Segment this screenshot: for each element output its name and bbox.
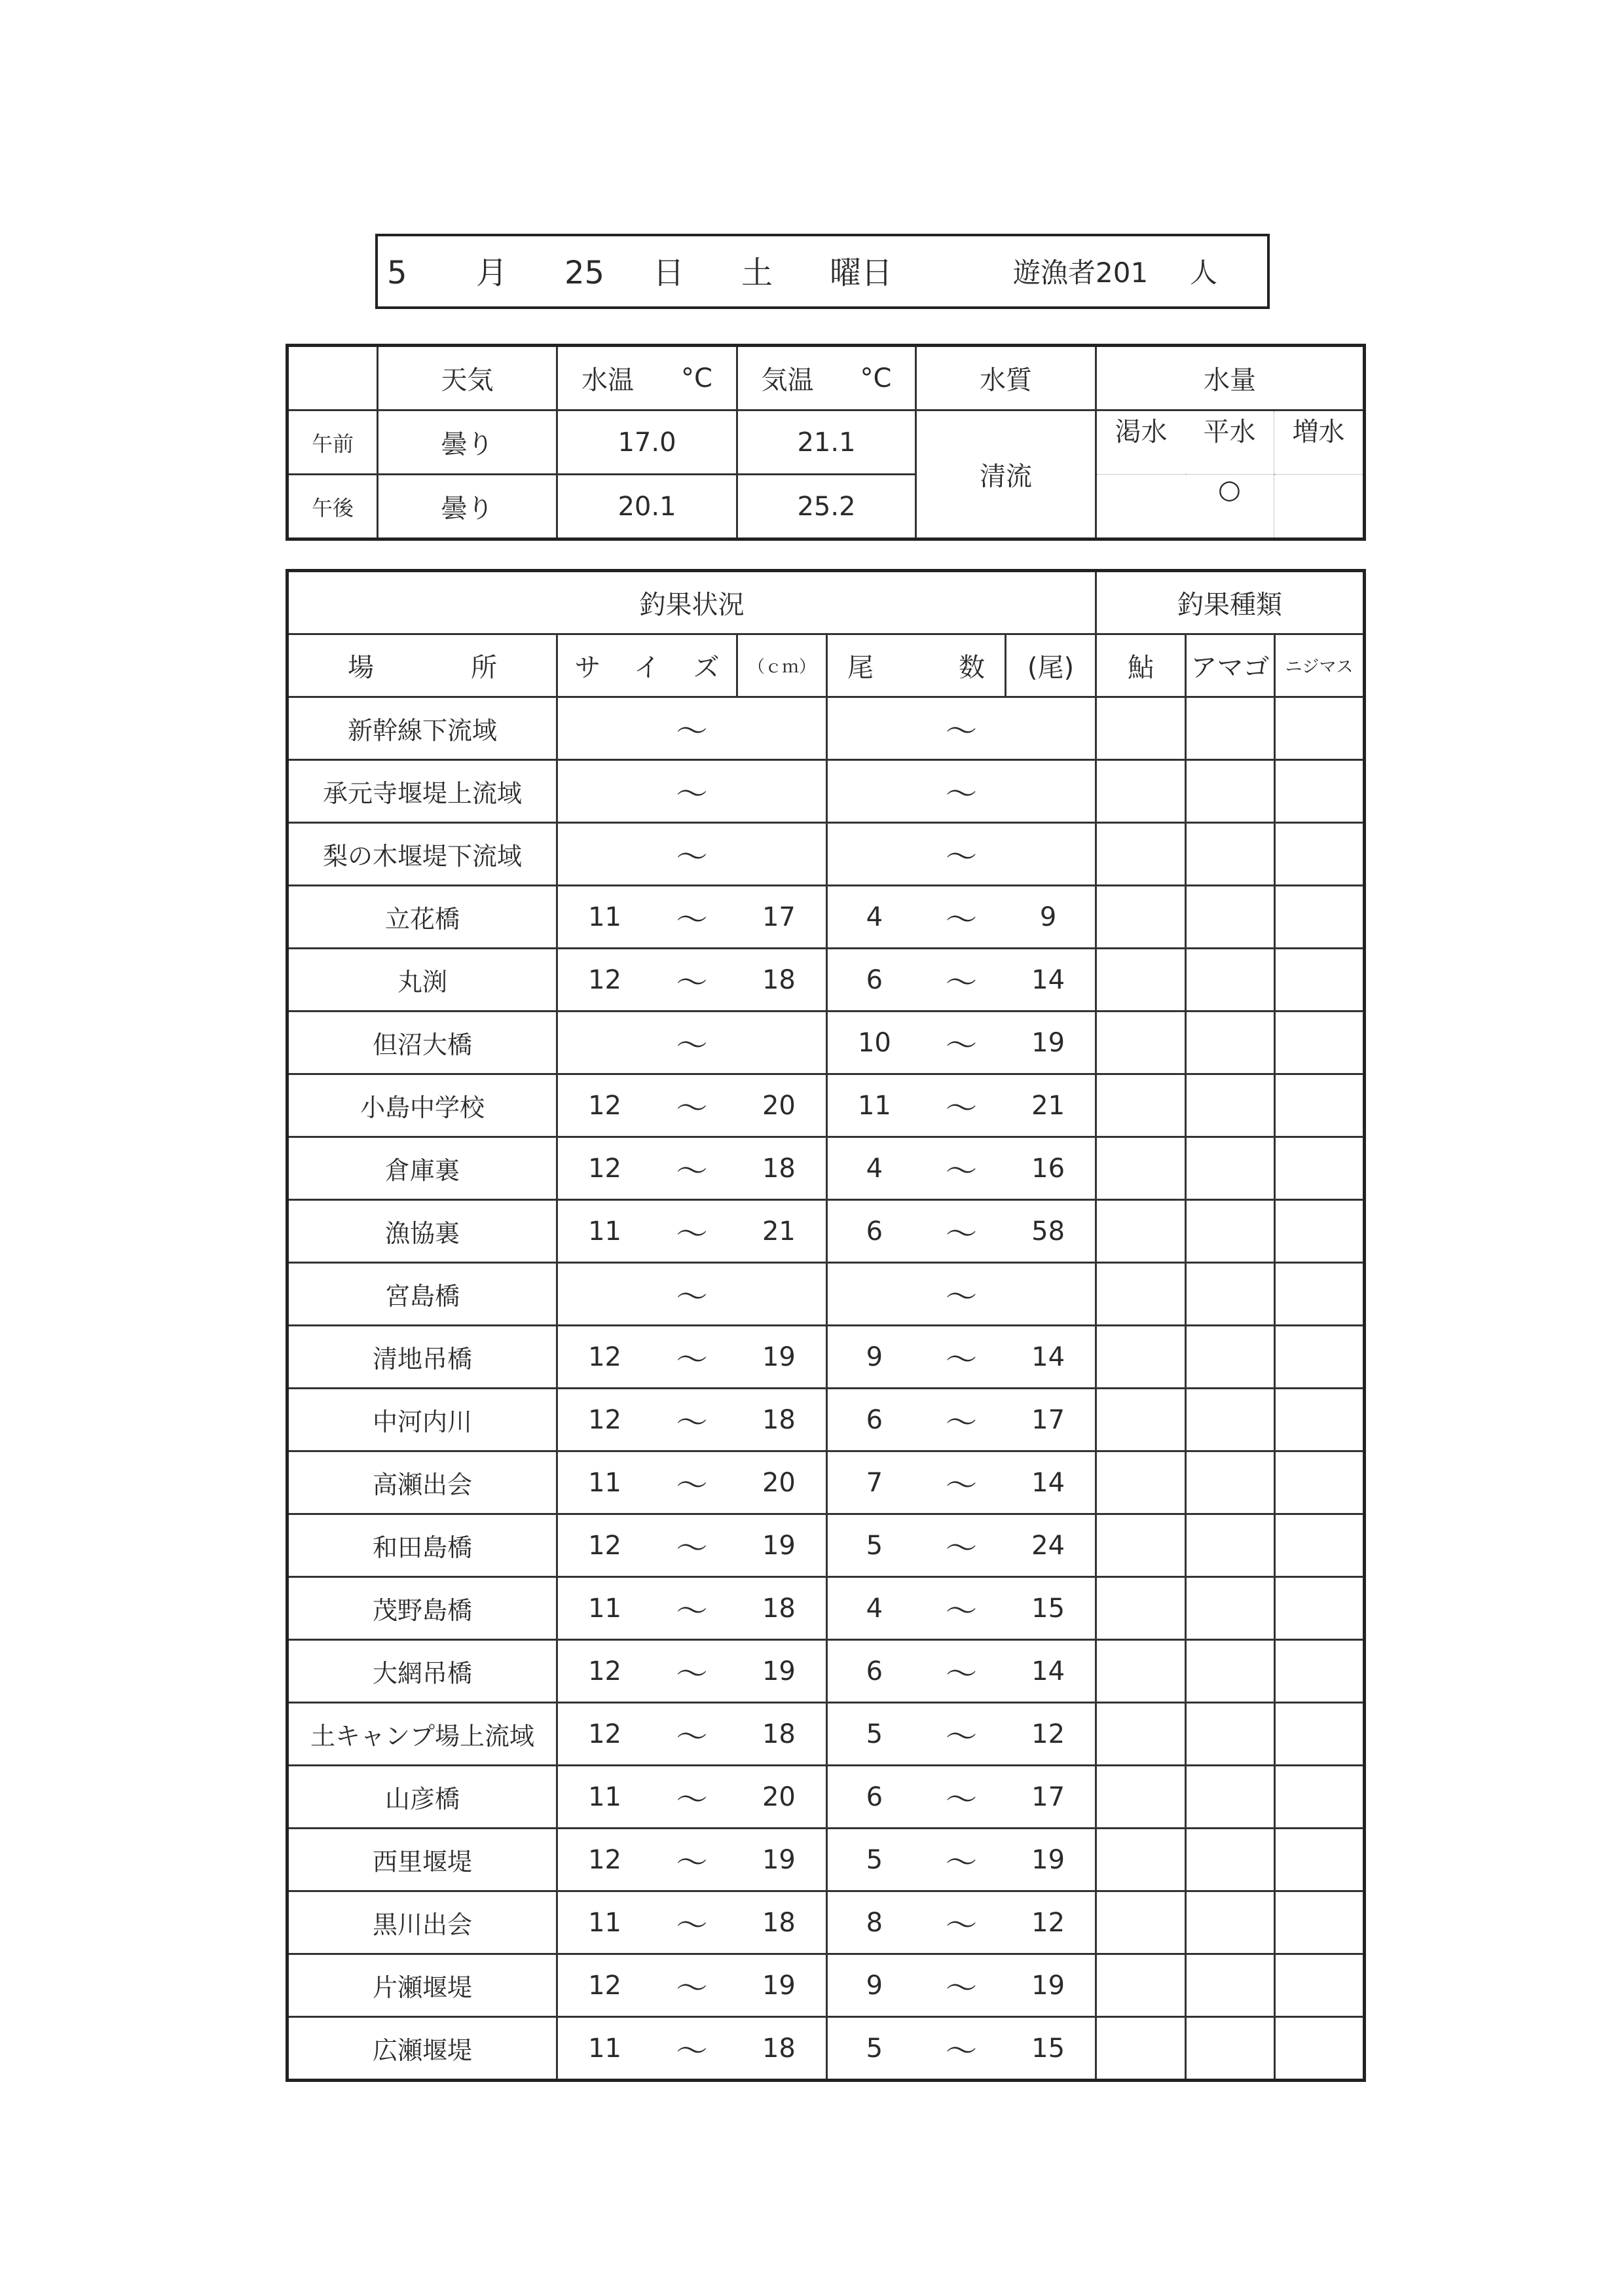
species-ayu-cell (1096, 949, 1186, 1011)
species-ayu-cell (1096, 1137, 1186, 1200)
species-ayu-cell (1096, 1389, 1186, 1451)
table-row (287, 1703, 1365, 1766)
species-amago-cell (1186, 1011, 1275, 1074)
species-amago-cell (1186, 886, 1275, 949)
size-range: 〜 (557, 1011, 827, 1074)
place-name: 大網吊橋 (287, 1640, 557, 1703)
pm-weather: 曇り (378, 475, 557, 539)
species-ayu-cell (1096, 1074, 1186, 1137)
species-ayu-cell (1096, 1011, 1186, 1074)
pm-water-temp: 20.1 (557, 475, 737, 539)
species-amago-cell (1186, 1829, 1275, 1891)
place-name: 山彦橋 (287, 1766, 557, 1829)
size-range: 12 〜 19 (557, 1514, 827, 1577)
table-row (287, 949, 1365, 1011)
size-range: 12 〜 19 (557, 1326, 827, 1389)
size-range: 12 〜 18 (557, 1389, 827, 1451)
count-range: 10 〜 19 (827, 1011, 1096, 1074)
size-range: 12 〜 19 (557, 1640, 827, 1703)
species-amago-cell (1186, 949, 1275, 1011)
am-weather: 曇り (378, 410, 557, 475)
species-amago-cell (1186, 1577, 1275, 1640)
species-nijimasu-cell (1275, 1954, 1365, 2017)
place-name: 中河内川 (287, 1389, 557, 1451)
weather-table (286, 344, 1366, 541)
count-range: 6 〜 17 (827, 1766, 1096, 1829)
count-range: 11 〜 21 (827, 1074, 1096, 1137)
size-range: 11 〜 18 (557, 1891, 827, 1954)
species-nijimasu-cell (1275, 1389, 1365, 1451)
size-range: 12 〜 19 (557, 1829, 827, 1891)
place-name: 広瀬堰堤 (287, 2017, 557, 2081)
table-row (287, 1074, 1365, 1137)
place-name: 倉庫裏 (287, 1137, 557, 1200)
count-range: 6 〜 58 (827, 1200, 1096, 1263)
species-amago-cell (1186, 1703, 1275, 1766)
size-range: 11 〜 20 (557, 1451, 827, 1514)
species-ayu-header: 鮎 (1096, 634, 1186, 697)
species-ayu-cell (1096, 1200, 1186, 1263)
species-nijimasu-cell (1275, 1137, 1365, 1200)
count-range: 〜 (827, 697, 1096, 760)
header-anglers-unit: 人 (1190, 257, 1218, 289)
species-amago-cell (1186, 697, 1275, 760)
species-nijimasu-cell (1275, 1703, 1365, 1766)
count-range: 〜 (827, 1263, 1096, 1326)
count-range: 6 〜 17 (827, 1389, 1096, 1451)
species-nijimasu-cell (1275, 886, 1365, 949)
species-nijimasu-cell (1275, 2017, 1365, 2081)
catch-rows (287, 697, 1365, 2081)
count-range: 6 〜 14 (827, 949, 1096, 1011)
species-nijimasu-cell (1275, 1640, 1365, 1703)
am-label: 午前 (287, 410, 378, 475)
species-amago-cell (1186, 1891, 1275, 1954)
table-row (287, 1514, 1365, 1577)
count-range: 7 〜 14 (827, 1451, 1096, 1514)
species-ayu-cell (1096, 1640, 1186, 1703)
table-row (287, 2017, 1365, 2081)
place-name: 土キャンプ場上流域 (287, 1703, 557, 1766)
size-range: 11 〜 20 (557, 1766, 827, 1829)
table-row (287, 1263, 1365, 1326)
size-range: 11 〜 18 (557, 1577, 827, 1640)
place-name: 黒川出会 (287, 1891, 557, 1954)
weather-am-row (287, 410, 1365, 475)
place-name: 立花橋 (287, 886, 557, 949)
table-row (287, 823, 1365, 886)
species-amago-cell (1186, 760, 1275, 823)
catch-title-row (287, 571, 1365, 634)
species-amago-cell (1186, 1451, 1275, 1514)
place-name: 小島中学校 (287, 1074, 557, 1137)
species-ayu-cell (1096, 886, 1186, 949)
species-nijimasu-cell (1275, 1829, 1365, 1891)
header-anglers: 遊漁者201 (1013, 257, 1149, 289)
table-row (287, 1577, 1365, 1640)
table-row (287, 1954, 1365, 2017)
size-col-header: サ イ ズ (557, 634, 737, 697)
header-weekday: 土 (741, 255, 773, 291)
place-name: 清地吊橋 (287, 1326, 557, 1389)
count-col-header: 尾 数 (827, 634, 1006, 697)
species-nijimasu-cell (1275, 1451, 1365, 1514)
table-row (287, 886, 1365, 949)
place-name: 片瀬堰堤 (287, 1954, 557, 2017)
size-range: 11 〜 21 (557, 1200, 827, 1263)
table-row (287, 1011, 1365, 1074)
species-amago-cell (1186, 1640, 1275, 1703)
count-range: 〜 (827, 823, 1096, 886)
level-option-high: 増水 (1274, 411, 1363, 474)
am-air-temp: 21.1 (737, 410, 916, 475)
species-ayu-cell (1096, 1263, 1186, 1326)
catch-species-title: 釣果種類 (1096, 571, 1365, 634)
size-range: 11 〜 17 (557, 886, 827, 949)
header-weekday-unit: 曜日 (830, 255, 893, 291)
species-nijimasu-cell (1275, 1326, 1365, 1389)
place-name: 但沼大橋 (287, 1011, 557, 1074)
species-nijimasu-cell (1275, 949, 1365, 1011)
species-nijimasu-cell (1275, 697, 1365, 760)
count-range: 6 〜 14 (827, 1640, 1096, 1703)
size-range: 〜 (557, 1263, 827, 1326)
size-range: 12 〜 20 (557, 1074, 827, 1137)
pm-air-temp: 25.2 (737, 475, 916, 539)
pm-label: 午後 (287, 475, 378, 539)
header-day-unit: 日 (653, 255, 685, 291)
count-unit-header: (尾) (1006, 634, 1096, 697)
species-ayu-cell (1096, 1891, 1186, 1954)
size-range: 12 〜 19 (557, 1954, 827, 2017)
species-amago-cell (1186, 1263, 1275, 1326)
place-name: 梨の木堰堤下流域 (287, 823, 557, 886)
size-range: 12 〜 18 (557, 949, 827, 1011)
species-amago-cell (1186, 1514, 1275, 1577)
count-range: 4 〜 15 (827, 1577, 1096, 1640)
size-range: 〜 (557, 697, 827, 760)
header-day: 25 (564, 255, 605, 291)
water-quality-value: 清流 (916, 410, 1096, 539)
place-name: 茂野島橋 (287, 1577, 557, 1640)
water-level-col-header: 水量 (1096, 346, 1365, 410)
species-amago-cell (1186, 823, 1275, 886)
place-name: 新幹線下流域 (287, 697, 557, 760)
water-quality-col-header: 水質 (916, 346, 1096, 410)
size-range: 12 〜 18 (557, 1137, 827, 1200)
water-temp-col-header: 水温 °C (557, 346, 737, 410)
size-range: 12 〜 18 (557, 1703, 827, 1766)
table-row (287, 1766, 1365, 1829)
table-row (287, 1137, 1365, 1200)
species-amago-cell (1186, 1954, 1275, 2017)
species-amago-header: アマゴ (1186, 634, 1275, 697)
weather-col-header: 天気 (378, 346, 557, 410)
species-nijimasu-cell (1275, 1514, 1365, 1577)
count-range: 5 〜 15 (827, 2017, 1096, 2081)
species-amago-cell (1186, 1326, 1275, 1389)
place-name: 和田島橋 (287, 1514, 557, 1577)
weather-pm-row (287, 475, 1365, 539)
size-range: 〜 (557, 823, 827, 886)
count-range: 4 〜 9 (827, 886, 1096, 949)
water-level-mark: ○ (1218, 475, 1241, 505)
size-range: 11 〜 18 (557, 2017, 827, 2081)
species-ayu-cell (1096, 1703, 1186, 1766)
species-nijimasu-cell (1275, 1074, 1365, 1137)
species-nijimasu-cell (1275, 760, 1365, 823)
species-nijimasu-cell (1275, 1577, 1365, 1640)
count-range: 5 〜 19 (827, 1829, 1096, 1891)
date-header (375, 234, 1270, 309)
count-range: 5 〜 12 (827, 1703, 1096, 1766)
species-amago-cell (1186, 1766, 1275, 1829)
species-amago-cell (1186, 1074, 1275, 1137)
species-amago-cell (1186, 1200, 1275, 1263)
place-name: 承元寺堰堤上流域 (287, 760, 557, 823)
species-ayu-cell (1096, 1829, 1186, 1891)
species-nijimasu-cell (1275, 823, 1365, 886)
weather-corner-cell (287, 346, 378, 410)
weather-header-row (287, 346, 1365, 410)
species-amago-cell (1186, 2017, 1275, 2081)
level-option-normal: 平水 (1203, 417, 1256, 447)
place-name: 宮島橋 (287, 1263, 557, 1326)
species-amago-cell (1186, 1137, 1275, 1200)
water-level-options (1096, 410, 1365, 475)
table-row (287, 697, 1365, 760)
species-ayu-cell (1096, 823, 1186, 886)
species-nijimasu-cell (1275, 1011, 1365, 1074)
place-name: 西里堰堤 (287, 1829, 557, 1891)
count-range: 4 〜 16 (827, 1137, 1096, 1200)
count-range: 9 〜 19 (827, 1954, 1096, 2017)
count-range: 8 〜 12 (827, 1891, 1096, 1954)
table-row (287, 1640, 1365, 1703)
level-option-low: 渇水 (1115, 417, 1168, 447)
table-row (287, 1829, 1365, 1891)
species-ayu-cell (1096, 1577, 1186, 1640)
species-ayu-cell (1096, 1451, 1186, 1514)
catch-header-row (287, 634, 1365, 697)
species-nijimasu-header: ニジマス (1275, 634, 1365, 697)
species-ayu-cell (1096, 1326, 1186, 1389)
table-row (287, 1389, 1365, 1451)
count-range: 〜 (827, 760, 1096, 823)
species-ayu-cell (1096, 697, 1186, 760)
species-ayu-cell (1096, 1954, 1186, 2017)
am-water-temp: 17.0 (557, 410, 737, 475)
water-level-mark-row (1096, 475, 1365, 539)
table-row (287, 1451, 1365, 1514)
species-ayu-cell (1096, 1514, 1186, 1577)
table-row (287, 1326, 1365, 1389)
catch-table (286, 569, 1366, 2082)
table-row (287, 760, 1365, 823)
species-ayu-cell (1096, 1766, 1186, 1829)
species-ayu-cell (1096, 760, 1186, 823)
header-month-unit: 月 (476, 255, 508, 291)
air-temp-col-header: 気温 °C (737, 346, 916, 410)
header-month: 5 (387, 255, 407, 291)
species-nijimasu-cell (1275, 1263, 1365, 1326)
species-amago-cell (1186, 1389, 1275, 1451)
count-range: 9 〜 14 (827, 1326, 1096, 1389)
place-name: 高瀬出会 (287, 1451, 557, 1514)
species-nijimasu-cell (1275, 1766, 1365, 1829)
place-col-header: 場 所 (287, 634, 557, 697)
place-name: 漁協裏 (287, 1200, 557, 1263)
size-range: 〜 (557, 760, 827, 823)
species-ayu-cell (1096, 2017, 1186, 2081)
place-name: 丸渕 (287, 949, 557, 1011)
species-nijimasu-cell (1275, 1891, 1365, 1954)
catch-status-title: 釣果状況 (287, 571, 1096, 634)
species-nijimasu-cell (1275, 1200, 1365, 1263)
table-row (287, 1200, 1365, 1263)
table-row (287, 1891, 1365, 1954)
size-unit-header: （ｃｍ） (737, 634, 827, 697)
count-range: 5 〜 24 (827, 1514, 1096, 1577)
